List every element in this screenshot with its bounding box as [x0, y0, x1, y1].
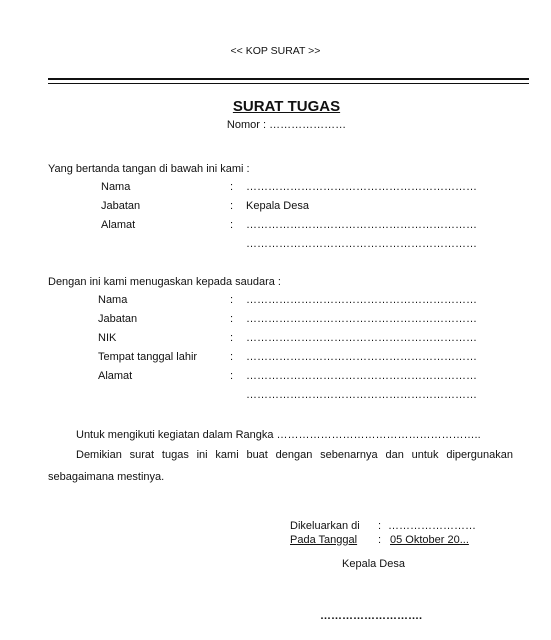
section2-value-ttl: ………………………………………………………	[246, 351, 477, 363]
section2-value-alamat: ………………………………………………………	[246, 370, 477, 382]
section2-label-jabatan: Jabatan	[98, 313, 138, 325]
date-label: Pada Tanggal	[290, 534, 358, 546]
signatory-position: Kepala Desa	[342, 558, 405, 570]
section1-label-jabatan: Jabatan	[101, 200, 141, 212]
section2-colon-nama: :	[230, 294, 234, 306]
date-colon: :	[378, 534, 382, 546]
date-value: 05 Oktober 20...	[390, 534, 469, 546]
signatory-name-line: ……………………….	[320, 610, 423, 622]
section2-label-nama: Nama	[98, 294, 128, 306]
section1-colon-nama: :	[230, 181, 234, 193]
section2-label-alamat: Alamat	[98, 370, 133, 382]
document-title: SURAT TUGAS	[232, 98, 341, 115]
section1-intro: Yang bertanda tangan di bawah ini kami :	[48, 163, 250, 175]
section2-colon-alamat: :	[230, 370, 234, 382]
section1-value-nama: ………………………………………………………	[246, 181, 477, 193]
issued-at-colon: :	[378, 520, 382, 532]
letterhead-rule-thin	[48, 83, 529, 84]
issued-at-value: ……………………	[388, 520, 476, 532]
section2-value-alamat-line2: ………………………………………………………	[246, 389, 477, 401]
section1-value-jabatan: Kepala Desa	[246, 200, 309, 212]
section2-colon-ttl: :	[230, 351, 234, 363]
purpose-statement: Untuk mengikuti kegiatan dalam Rangka ………………………………………………..	[76, 429, 481, 441]
section2-value-nik: ………………………………………………………	[246, 332, 477, 344]
letterhead-placeholder: << KOP SURAT >>	[230, 45, 321, 57]
section2-value-nama: ………………………………………………………	[246, 294, 477, 306]
section2-colon-jabatan: :	[230, 313, 234, 325]
section1-value-alamat-line2: ………………………………………………………	[246, 238, 477, 250]
section1-colon-alamat: :	[230, 219, 234, 231]
section1-label-nama: Nama	[101, 181, 131, 193]
section2-intro: Dengan ini kami menugaskan kepada saudara :	[48, 276, 281, 288]
closing-paragraph: Demikian surat tugas ini kami buat dengan sebenarnya dan untuk dipergunakan sebagaimana mestinya.	[48, 449, 513, 483]
document-number: Nomor : …………………	[226, 119, 347, 131]
section1-label-alamat: Alamat	[101, 219, 136, 231]
section2-value-jabatan: ………………………………………………………	[246, 313, 477, 325]
section2-label-ttl: Tempat tanggal lahir	[98, 351, 198, 363]
issued-at-label: Dikeluarkan di	[290, 520, 360, 532]
section2-label-nik: NIK	[98, 332, 117, 344]
section2-colon-nik: :	[230, 332, 234, 344]
letterhead-rule-thick	[48, 78, 529, 80]
section1-colon-jabatan: :	[230, 200, 234, 212]
section1-value-alamat: ………………………………………………………	[246, 219, 477, 231]
